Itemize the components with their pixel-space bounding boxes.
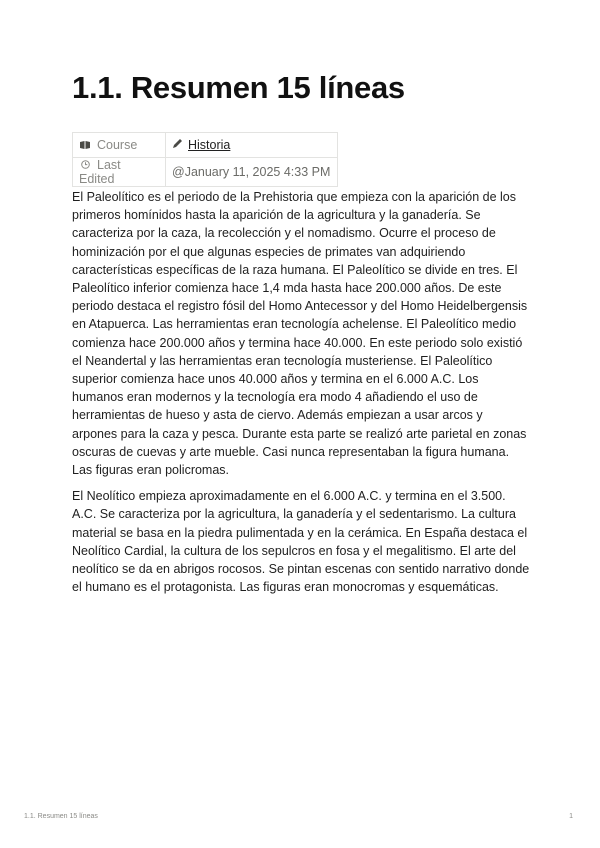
clock-icon — [79, 160, 91, 171]
property-key-label: Course — [97, 138, 138, 152]
course-link[interactable]: Historia — [188, 138, 231, 152]
properties-table — [72, 132, 338, 187]
date-mention: @January 11, 2025 4:33 PM — [172, 165, 331, 179]
property-row-course — [73, 133, 338, 158]
property-key-last-edited — [73, 158, 166, 187]
book-icon — [79, 141, 91, 151]
page-title: 1.1. Resumen 15 líneas — [72, 70, 405, 105]
pen-icon — [172, 138, 184, 152]
page-body — [72, 188, 530, 604]
footer-page-number: 1 — [569, 813, 573, 820]
property-value-course[interactable] — [166, 133, 338, 158]
footer-title: 1.1. Resumen 15 líneas — [24, 813, 98, 820]
property-row-last-edited — [73, 158, 338, 187]
paragraph-paleolithic: El Paleolítico es el periodo de la Prehistoria que empieza con la aparición de los primeros homínidos hasta la aparición de la agricultura y la ganadería. Se caracteriza por la caza, la recolección y el nomadismo. Ocurre el proceso de hominización por el que algunas especies de primates van adquiriendo características específicas de la raza humana. El Paleolítico se divide en tres. El Paleolítico inferior comienza hace 1,4 mda hasta hace 200.000 años. De este periodo destaca el registro fósil del Homo Antecessor y del Homo Heidelbergensis en Atapuerca. Las herramientas eran tecnología achelense. El Paleolítico medio comienza hace 200.000 años y termina hace 40.000. En este periodo solo existió el Neandertal y las herramientas eran tecnología musteriense. El Paleolítico superior comienza hace unos 40.000 años y termina en el 6.000 A.C. Los humanos eran modernos y la tecnología era modo 4 añadiendo el uso de herramientas de hueso y asta de ciervo. Además empiezan a usar arcos y arpones para la caza y pesca. Durante esta parte se realizó arte parietal en zonas oscuras de cuevas y arte mueble. Casi nunca representaban la figura humana. Las figuras eran policromas. — [72, 190, 528, 478]
property-value-last-edited — [166, 158, 338, 187]
property-key-label: Last Edited — [79, 158, 121, 186]
property-key-course — [73, 133, 166, 158]
paragraph-neolithic: El Neolítico empieza aproximadamente en el 6.000 A.C. y termina en el 3.500. A.C. Se caracteriza por la agricultura, la ganadería y el sedentarismo. La cultura material se basa en la piedra pulimentada y en la cerámica. En España destaca el Neolítico Cardial, la cultura de los sepulcros en fosa y el megalitismo. El arte del neolítico se da en abrigos rocosos. Se pintan escenas con sentido narrativo donde el humano es el protagonista. Las figuras eran monocromas y esquemáticas. — [72, 489, 530, 595]
